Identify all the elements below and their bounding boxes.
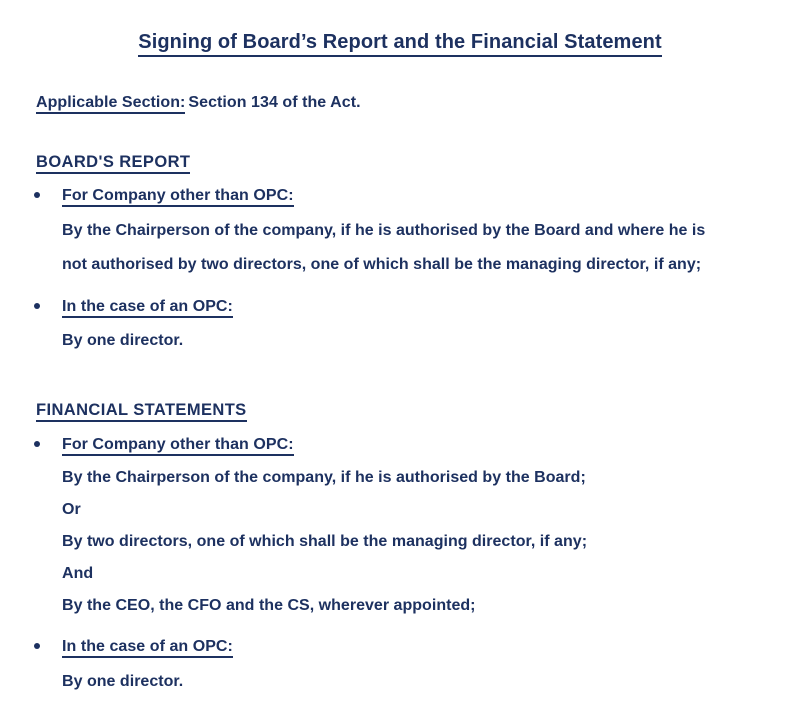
body-line: By two directors, one of which shall be the managing director, if any; — [62, 533, 588, 551]
list-item-heading — [62, 284, 800, 318]
bullet-list-financial-statements — [0, 422, 800, 701]
body-line: By the Chairperson of the company, if he is authorised by the Board; — [62, 469, 586, 487]
body-line: Or — [62, 501, 81, 519]
list-item-body — [62, 665, 800, 701]
list-item-heading-text: For Company other than OPC: — [62, 436, 294, 456]
section-heading-boards-report-text: BOARD'S REPORT — [36, 153, 190, 174]
body-line: By one director. — [62, 332, 184, 350]
body-line: not authorised by two directors, one of which shall be the managing director, if any; — [62, 255, 702, 273]
section-heading-boards-report — [0, 114, 800, 173]
body-line: By the Chairperson of the company, if he is authorised by the Board and where he is — [62, 221, 706, 239]
bullet-dot-icon — [34, 303, 40, 309]
bullet-dot-icon — [34, 441, 40, 447]
list-item — [0, 173, 800, 284]
page-title-text: Signing of Board’s Report and the Financial Statement — [138, 31, 662, 57]
body-line: By the CEO, the CFO and the CS, wherever appointed; — [62, 597, 476, 615]
list-item-heading-text: In the case of an OPC: — [62, 638, 233, 658]
body-line: By one director. — [62, 673, 184, 691]
section-heading-financial-statements-text: FINANCIAL STATEMENTS — [36, 401, 247, 422]
list-item — [0, 284, 800, 361]
applicable-section-value: Section 134 of the Act. — [188, 94, 361, 111]
section-heading-financial-statements — [0, 360, 800, 421]
bullet-dot-icon — [34, 643, 40, 649]
bullet-list-boards-report — [0, 173, 800, 360]
list-item-heading — [62, 624, 800, 658]
body-line: And — [62, 565, 94, 583]
bullet-dot-icon — [34, 192, 40, 198]
applicable-section-label: Applicable Section: — [36, 94, 185, 114]
list-item-heading-text: For Company other than OPC: — [62, 187, 294, 207]
list-item-body — [62, 324, 800, 360]
page-title — [0, 0, 800, 55]
list-item-body — [62, 214, 800, 284]
list-item — [0, 624, 800, 701]
list-item-heading-text: In the case of an OPC: — [62, 298, 233, 318]
applicable-section-line — [0, 55, 800, 114]
list-item-heading — [62, 422, 800, 456]
list-item-heading — [62, 173, 800, 207]
list-item-body — [62, 462, 800, 624]
list-item — [0, 422, 800, 625]
